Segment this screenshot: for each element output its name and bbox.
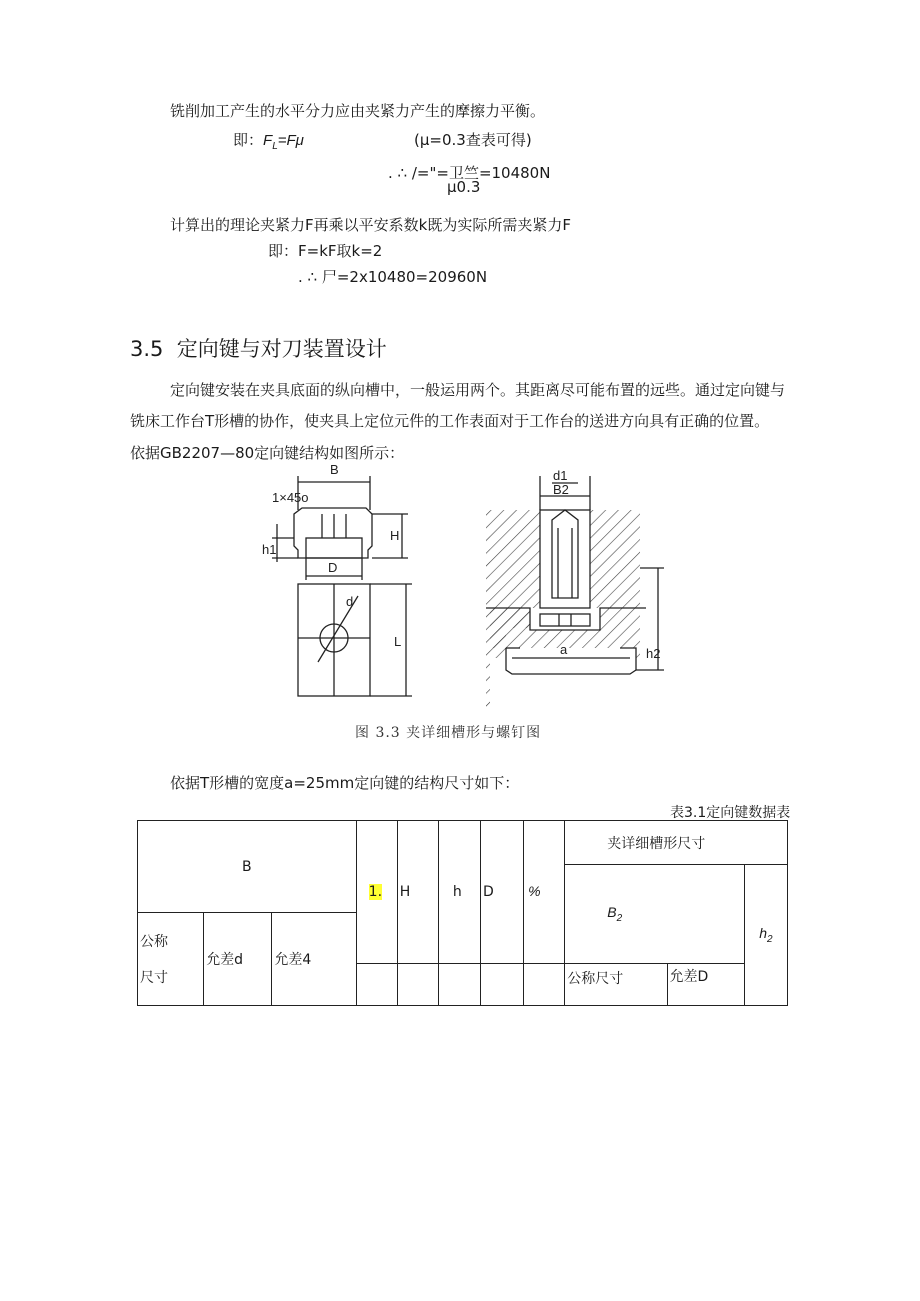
eq1-rest: =Fμ: [277, 132, 304, 149]
label-h-upper: H: [390, 528, 400, 543]
cell-empty-3: [438, 963, 480, 1005]
cell-empty-4: [481, 963, 524, 1005]
equation-3: 即：F=kF取k=2: [268, 242, 383, 260]
label-b: B: [330, 462, 339, 477]
label-d-hole: d: [346, 594, 354, 609]
key-figure: [250, 458, 690, 708]
intro-line-1: 定向键安装在夹具底面的纵向槽中，一般运用两个。其距离尽可能布置的远些。通过定向键与: [170, 381, 786, 399]
header-b: B: [138, 821, 357, 913]
cell-empty-1: [356, 963, 397, 1005]
header-1: 1.: [356, 821, 397, 964]
intro-line-2: 铣床工作台T形槽的协作，使夹具上定位元件的工作表面对于工作台的送进方向具有正确的位置。: [130, 412, 770, 430]
label-chamfer: 1×45o: [272, 490, 309, 505]
gb-reference: 依据GB2207—80定向键结构如图所示：: [130, 444, 405, 462]
key-data-table: [137, 820, 788, 1006]
label-d-upper: D: [328, 560, 338, 575]
cell-empty-5: [524, 963, 565, 1005]
label-l: L: [394, 634, 402, 649]
cell-tol-4: 允差4: [272, 913, 356, 1006]
cell-slot-tol: 允差D: [667, 963, 744, 1005]
section-number: 3.5: [130, 337, 164, 361]
section-heading: [130, 333, 387, 363]
cell-empty-2: [397, 963, 438, 1005]
header-b2: $B_2$: [565, 865, 745, 964]
paragraph-milling-balance: 铣削加工产生的水平分力应由夹紧力产生的摩擦力平衡。: [170, 102, 546, 120]
cell-slot-nominal: 公称尺寸: [565, 963, 667, 1005]
label-h2: h2: [646, 646, 661, 661]
label-b2: B2: [553, 482, 569, 497]
header-d: D: [481, 821, 524, 964]
paragraph-theory-force: 计算出的理论夹紧力F再乘以平安系数k既为实际所需夹紧力F: [170, 216, 571, 234]
label-a: a: [560, 642, 568, 657]
eq1-note: (μ=0.3查表可得): [414, 131, 532, 149]
header-percent: %: [524, 821, 565, 964]
header-h2: $h_2$: [744, 865, 787, 1006]
equation-1: [233, 129, 304, 152]
eq1-prefix: 即：: [233, 131, 264, 149]
section-title: 定向键与对刀装置设计: [176, 337, 387, 361]
label-h1: h1: [262, 542, 277, 557]
figure-caption: 图 3.3 夹详细槽形与螺钉图: [355, 725, 542, 741]
label-d1: d1: [553, 468, 568, 483]
header-h-lower: h: [438, 821, 480, 964]
header-h-upper: H: [397, 821, 438, 964]
equation-2-denominator: μ0.3: [447, 178, 481, 196]
equation-4: . ∴ 尸=2x10480=20960N: [298, 268, 488, 286]
header-slot: 夹详细槽形尺寸: [565, 821, 788, 865]
eq1-main: F: [263, 132, 273, 149]
eq1-sub: L: [272, 141, 278, 152]
table-caption: 表3.1定向键数据表: [670, 805, 791, 821]
cell-nominal: 公称 尺寸: [138, 913, 204, 1006]
key-slot: [306, 538, 362, 558]
cell-tol-d: 允差d: [204, 913, 272, 1006]
equation-2: . ∴ /="=卫竺=10480N: [388, 164, 551, 182]
paragraph-after-figure: 依据T形槽的宽度a=25mm定向键的结构尺寸如下：: [170, 774, 520, 792]
